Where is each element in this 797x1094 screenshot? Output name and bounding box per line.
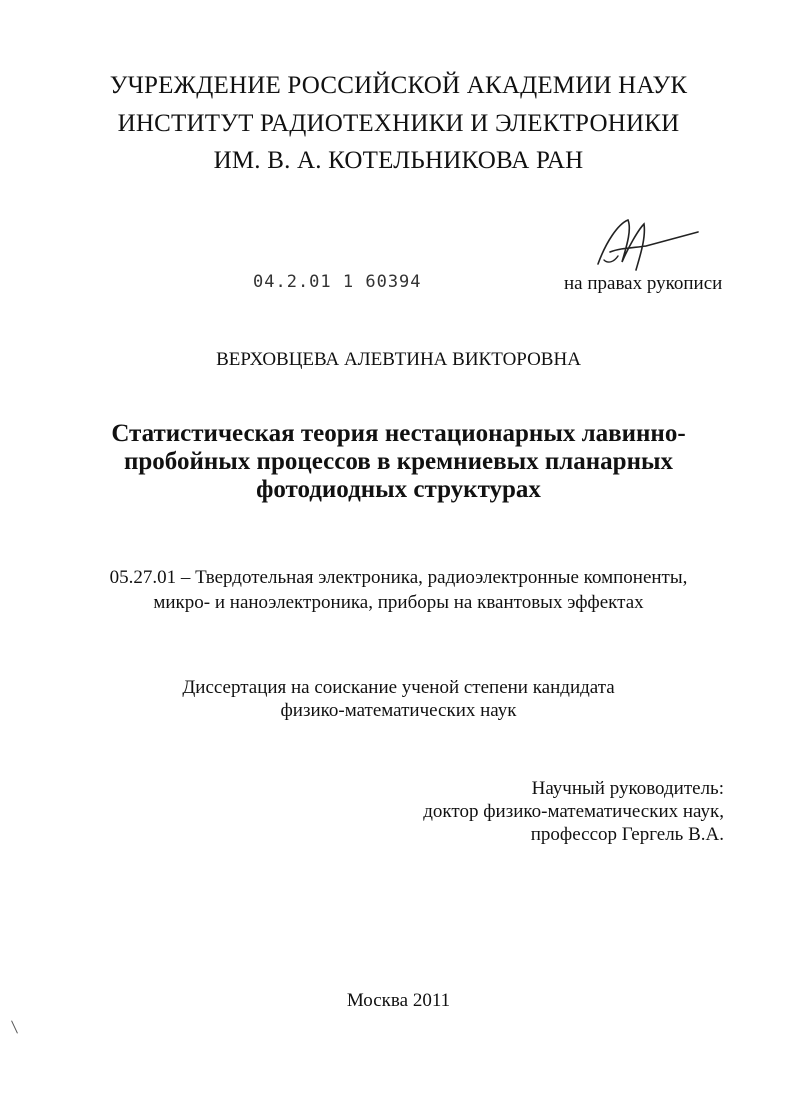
supervisor-label: Научный руководитель: — [531, 778, 724, 799]
scan-mark — [11, 1020, 18, 1033]
author-name: ВЕРХОВЦЕВА АЛЕВТИНА ВИКТОРОВНА — [216, 349, 581, 370]
institution-line-3: ИМ. В. А. КОТЕЛЬНИКОВА РАН — [213, 147, 584, 174]
signature-image — [588, 212, 708, 282]
manuscript-rights-note: на правах рукописи — [564, 273, 723, 294]
specialty-line-2: микро- и наноэлектроника, приборы на квантовых эффектах — [153, 592, 644, 613]
registration-stamp-number: 04.2.01 1 60394 — [253, 272, 422, 292]
specialty-line-1: 05.27.01 – Твердотельная электроника, радиоэлектронные компоненты, — [109, 567, 688, 588]
supervisor-degree: доктор физико-математических наук, — [423, 801, 724, 822]
dissertation-title-line-3: фотодиодных структурах — [256, 476, 541, 503]
dissertation-title-line-2: пробойных процессов в кремниевых планарных — [123, 448, 673, 475]
degree-line-2: физико-математических наук — [280, 700, 517, 721]
city-year: Москва 2011 — [346, 990, 451, 1011]
supervisor-name: профессор Гергель В.А. — [530, 824, 724, 845]
institution-line-2: ИНСТИТУТ РАДИОТЕХНИКИ И ЭЛЕКТРОНИКИ — [117, 110, 680, 137]
dissertation-title-line-1: Статистическая теория нестационарных лавинно- — [111, 420, 686, 447]
institution-line-1: УЧРЕЖДЕНИЕ РОССИЙСКОЙ АКАДЕМИИ НАУК — [109, 72, 688, 99]
degree-line-1: Диссертация на соискание ученой степени кандидата — [182, 677, 615, 698]
